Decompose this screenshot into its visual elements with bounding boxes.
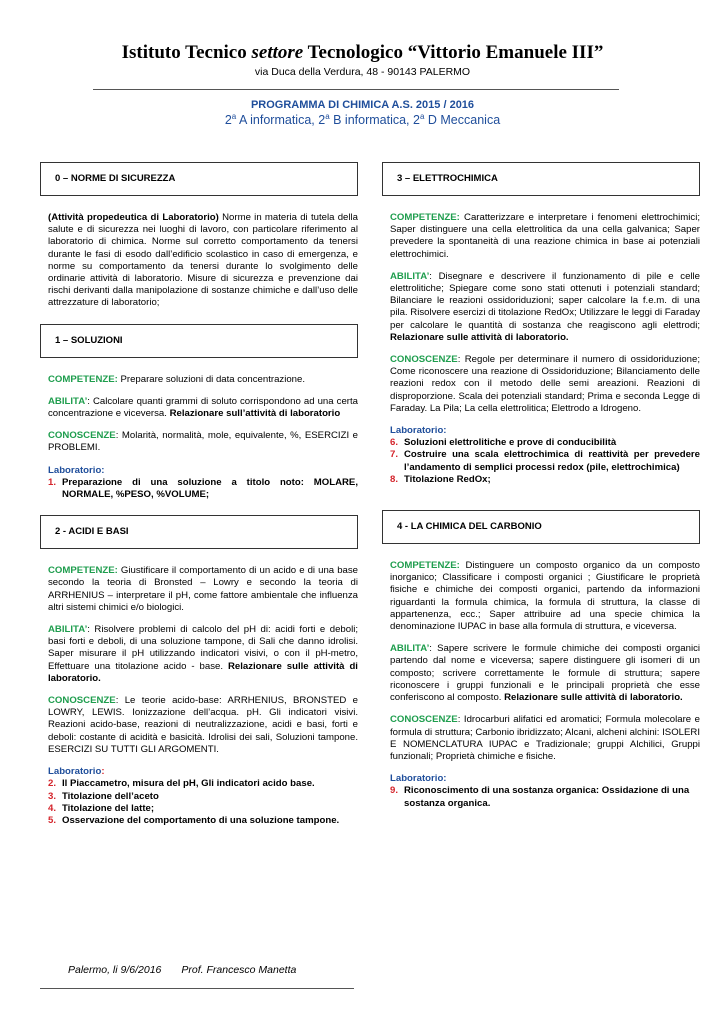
section-heading-0: 0 – NORME DI SICUREZZA bbox=[40, 162, 358, 196]
lab-item: 9. Riconoscimento di una sostanza organica: Ossidazione di una sostanza organica. bbox=[390, 785, 690, 809]
section-0-intro: (Attività propedeutica di Laboratorio) Norme in materia di tutela della salute e di sicurezza nei luoghi di lavoro, con particolare riferimento al laboratorio di chimica. Norme sul corretto comportamento da tenersi durante le fasi di esodo dall’edificio scolastico in caso di emergenza, e norme su comportamento da tenersi durante lo svolgimento delle ordinarie attività di laboratorio. Misure di sicurezza e prevenzione dai rischi derivanti dalla manipolazione di sostanze chimiche e dall’uso delle attrezzature di laboratorio; bbox=[48, 212, 358, 309]
section-3-abilita: ABILITA’: Disegnare e descrivere il funzionamento di pile e celle elettrolitiche; Spiegare come sono stati ottenuti i potenziali standard; Bilanciare le reazioni ossidoriduzioni; saper calcolare la f.e.m. di una pila. Risolvere esercizi di titolazione RedOx; Utilizzare le leggi di Faraday per calcolare le quantità di sostanza che reagiscono agli elettrodi; Relazionare sulle attività di laboratorio. bbox=[390, 270, 700, 343]
section-3-competenze: COMPETENZE: Caratterizzare e interpretare i fenomeni elettrochimici; Saper distinguere una cella elettrolitica da una cella galvanica; Saper prevedere la spontaneità di una reazione chimica in base ai potenziali elettrochimici. bbox=[390, 212, 700, 260]
lab-item: 4. Titolazione del latte; bbox=[48, 802, 155, 814]
section-heading-2: 2 - ACIDI E BASI bbox=[40, 515, 358, 549]
lab-item: 8. Titolazione RedOx; bbox=[390, 473, 491, 485]
lab-item: 3. Titolazione dell’aceto bbox=[48, 790, 159, 802]
section-1-competenze: COMPETENZE: Preparare soluzioni di data concentrazione. bbox=[48, 373, 306, 385]
left-column bbox=[48, 162, 358, 827]
lab-item: 2. Il Piaccametro, misura del pH, Gli indicatori acido base. bbox=[48, 778, 315, 790]
section-2-lab-label: Laboratorio: bbox=[48, 766, 105, 778]
section-heading-1: 1 – SOLUZIONI bbox=[40, 324, 358, 358]
lab-item: 5. Osservazione del comportamento di una soluzione tampone. bbox=[48, 814, 340, 826]
section-4-competenze: COMPETENZE: Distinguere un composto organico da un composto inorganico; Classificare i composti organici ; Giustificare le proprietà fisiche e chimiche dei composti organici, partendo da informazioni riguardanti la formula chimica, la formula di struttura, la classe di appartenenza, ecc.; Saper attribuire ad una specie chimica la denominazione IUPAC in base alla formula di struttura, e viceversa. bbox=[390, 560, 700, 633]
section-4-conoscenze: CONOSCENZE: Idrocarburi alifatici ed aromatici; Formula molecolare e formula di struttura; Carbonio ibridizzato; Alcani, alcheni alchini: ISOLERI E NOMENCLATURA IUPAC e Tradizionale; gruppi Alchilici, Gruppi funzionali; Proprietà chimiche e fisiche. bbox=[390, 714, 700, 762]
section-1-abilita: ABILITA’: Calcolare quanti grammi di soluto corrispondono ad una certa concentrazione e viceversa. Relazionare sull’attività di laboratorio bbox=[48, 395, 358, 420]
classes-line: 2$^a$ A informatica, 2$^a$ B informatica, 2$^a$ D Meccanica bbox=[224, 112, 501, 128]
footer bbox=[68, 964, 316, 976]
lab-item: 6. Soluzioni elettrolitiche e prove di conducibilità bbox=[390, 437, 617, 449]
section-2-abilita: ABILITA’: Risolvere problemi di calcolo del pH di: acidi forti e deboli; basi forti e deboli, di una soluzione tampone, di Sali che danno idrolisi. Saper misurare il pH utilizzando indicatori visivi, o con il pH-metro, Effettuare una titolazione acido - base. Relazionare sulle attività di laboratorio. bbox=[48, 624, 358, 684]
section-heading-4: 4 - LA CHIMICA DEL CARBONIO bbox=[382, 510, 700, 544]
section-heading-3: 3 – ELETTROCHIMICA bbox=[382, 162, 700, 196]
header-divider bbox=[93, 89, 619, 90]
lab-item: 1. Preparazione di una soluzione a titolo noto: MOLARE, NORMALE, %PESO, %VOLUME; bbox=[48, 476, 358, 501]
section-2-conoscenze: CONOSCENZE: Le teorie acido-base: ARRHENIUS, BRONSTED e LOWRY, LEWIS. Ionizzazione dell’acqua. pH. Gli indicatori visivi. Reazioni acido-base, reazioni di neutralizzazione, acidi e basi, forti e deboli: costante di acidità e basicità. Idrolisi dei sali, Soluzioni tampone. ESERCIZI SU TUTTI GLI ARGOMENTI. bbox=[48, 695, 358, 755]
section-4-abilita: ABILITA’: Sapere scrivere le formule chimiche dei composti organici partendo dal nome e viceversa; sapere distinguere gli isomeri di un composto; scrivere correttamente le formule di struttura; sapere riconoscere i gruppi funzionali e le principali proprietà che esse conferiscono al composto. Relazionare sulle attività di laboratorio. bbox=[390, 643, 700, 704]
footer-divider bbox=[40, 988, 354, 989]
school-title: Istituto Tecnico settore Tecnologico “Vittorio Emanuele III” bbox=[121, 42, 604, 63]
section-1-conoscenze: CONOSCENZE: Molarità, normalità, mole, equivalente, %, ESERCIZI e PROBLEMI. bbox=[48, 430, 358, 454]
footer-place-date: Palermo, li 9/6/2016 bbox=[68, 964, 162, 976]
section-2-competenze: COMPETENZE: Giustificare il comportamento di un acido e di una base secondo la teoria di Bronsted – Lowry e secondo la teoria di ARRHENIUS – interpretare il pH, come fattore ambientale che influenza altri sistemi chimici e/o biologici. bbox=[48, 565, 358, 613]
right-column bbox=[390, 162, 700, 810]
section-1-lab-label: Laboratorio: bbox=[48, 464, 105, 476]
section-4-lab-label: Laboratorio: bbox=[390, 773, 447, 785]
school-address: via Duca della Verdura, 48 - 90143 PALERMO bbox=[254, 66, 471, 78]
program-title: PROGRAMMA DI CHIMICA A.S. 2015 / 2016 bbox=[250, 99, 475, 111]
footer-author: Prof. Francesco Manetta bbox=[181, 964, 297, 976]
lab-item: 7. Costruire una scala elettrochimica di reattività per prevedere l’andamento di semplici processi redox (pile, elettrochimica) bbox=[390, 449, 700, 473]
section-3-conoscenze: CONOSCENZE: Regole per determinare il numero di ossidoriduzione; Come riconoscere una reazione di Ossidoriduzione; Bilanciamento delle reazioni redox con il metodo delle semi areazioni. Reazioni di disproporzione. Scala dei potenziali standard; Prima e seconda Legge di Faraday. La Pila; La cella elettrolitica; Elettrodo a Idrogeno. bbox=[390, 354, 700, 414]
section-3-lab-label: Laboratorio: bbox=[390, 425, 447, 437]
